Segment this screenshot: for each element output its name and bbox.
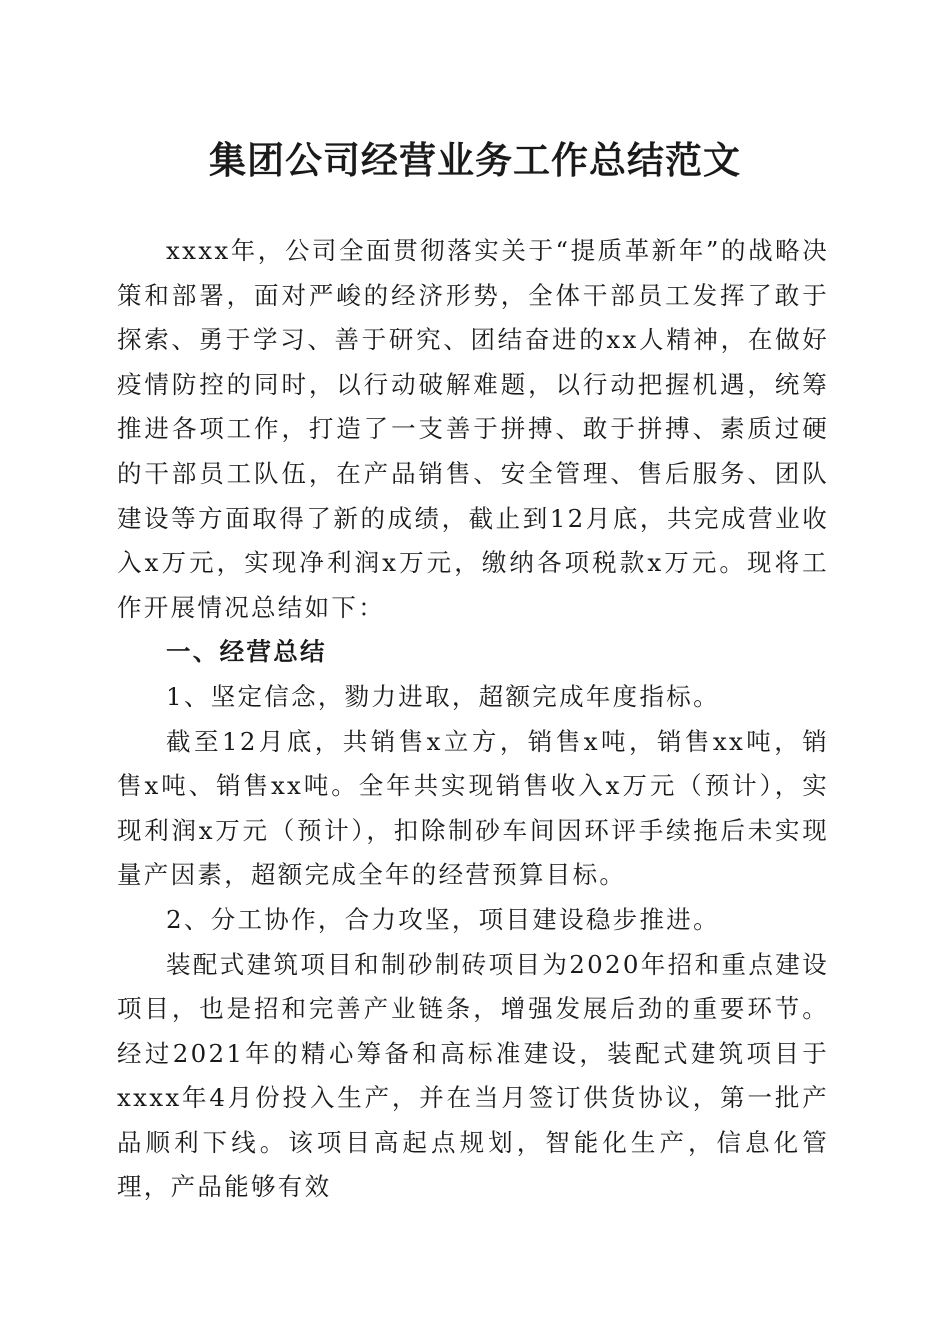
item-title: 2、分工协作，合力攻坚，项目建设稳步推进。 (166, 904, 720, 934)
item-body: 装配式建筑项目和制砂制砖项目为2020年招和重点建设项目，也是招和完善产业链条，增强发展后劲的重要环节。经过2021年的精心筹备和高标准建设，装配式建筑项目于xxxx年4月份投入生产，并在当月签订供货协议，第一批产品顺利下线。该项目高起点规划，智能化生产，信息化管理，产品能够有效 (117, 949, 829, 1202)
document-title: 集团公司经营业务工作总结范文 (209, 138, 741, 182)
document-body (117, 229, 829, 1210)
item-title: 1、坚定信念，勠力进取，超额完成年度指标。 (166, 681, 720, 711)
section-heading: 一、经营总结 (166, 637, 327, 667)
intro-paragraph: xxxx年，公司全面贯彻落实关于“提质革新年”的战略决策和部署，面对严峻的经济形势，全体干部员工发挥了敢于探索、勇于学习、善于研究、团结奋进的xx人精神，在做好疫情防控的同时，以行动破解难题，以行动把握机遇，统筹推进各项工作，打造了一支善于拼搏、敢于拼搏、素质过硬的干部员工队伍，在产品销售、安全管理、售后服务、团队建设等方面取得了新的成绩，截止到12月底，共完成营业收入x万元，实现净利润x万元，缴纳各项税款x万元。现将工作开展情况总结如下： (117, 236, 829, 622)
item-body: 截至12月底，共销售x立方，销售x吨，销售xx吨，销售x吨、销售xx吨。全年共实现销售收入x万元（预计），实现利润x万元（预计），扣除制砂车间因环评手续拖后未实现量产因素，超额完成全年的经营预算目标。 (117, 726, 829, 890)
